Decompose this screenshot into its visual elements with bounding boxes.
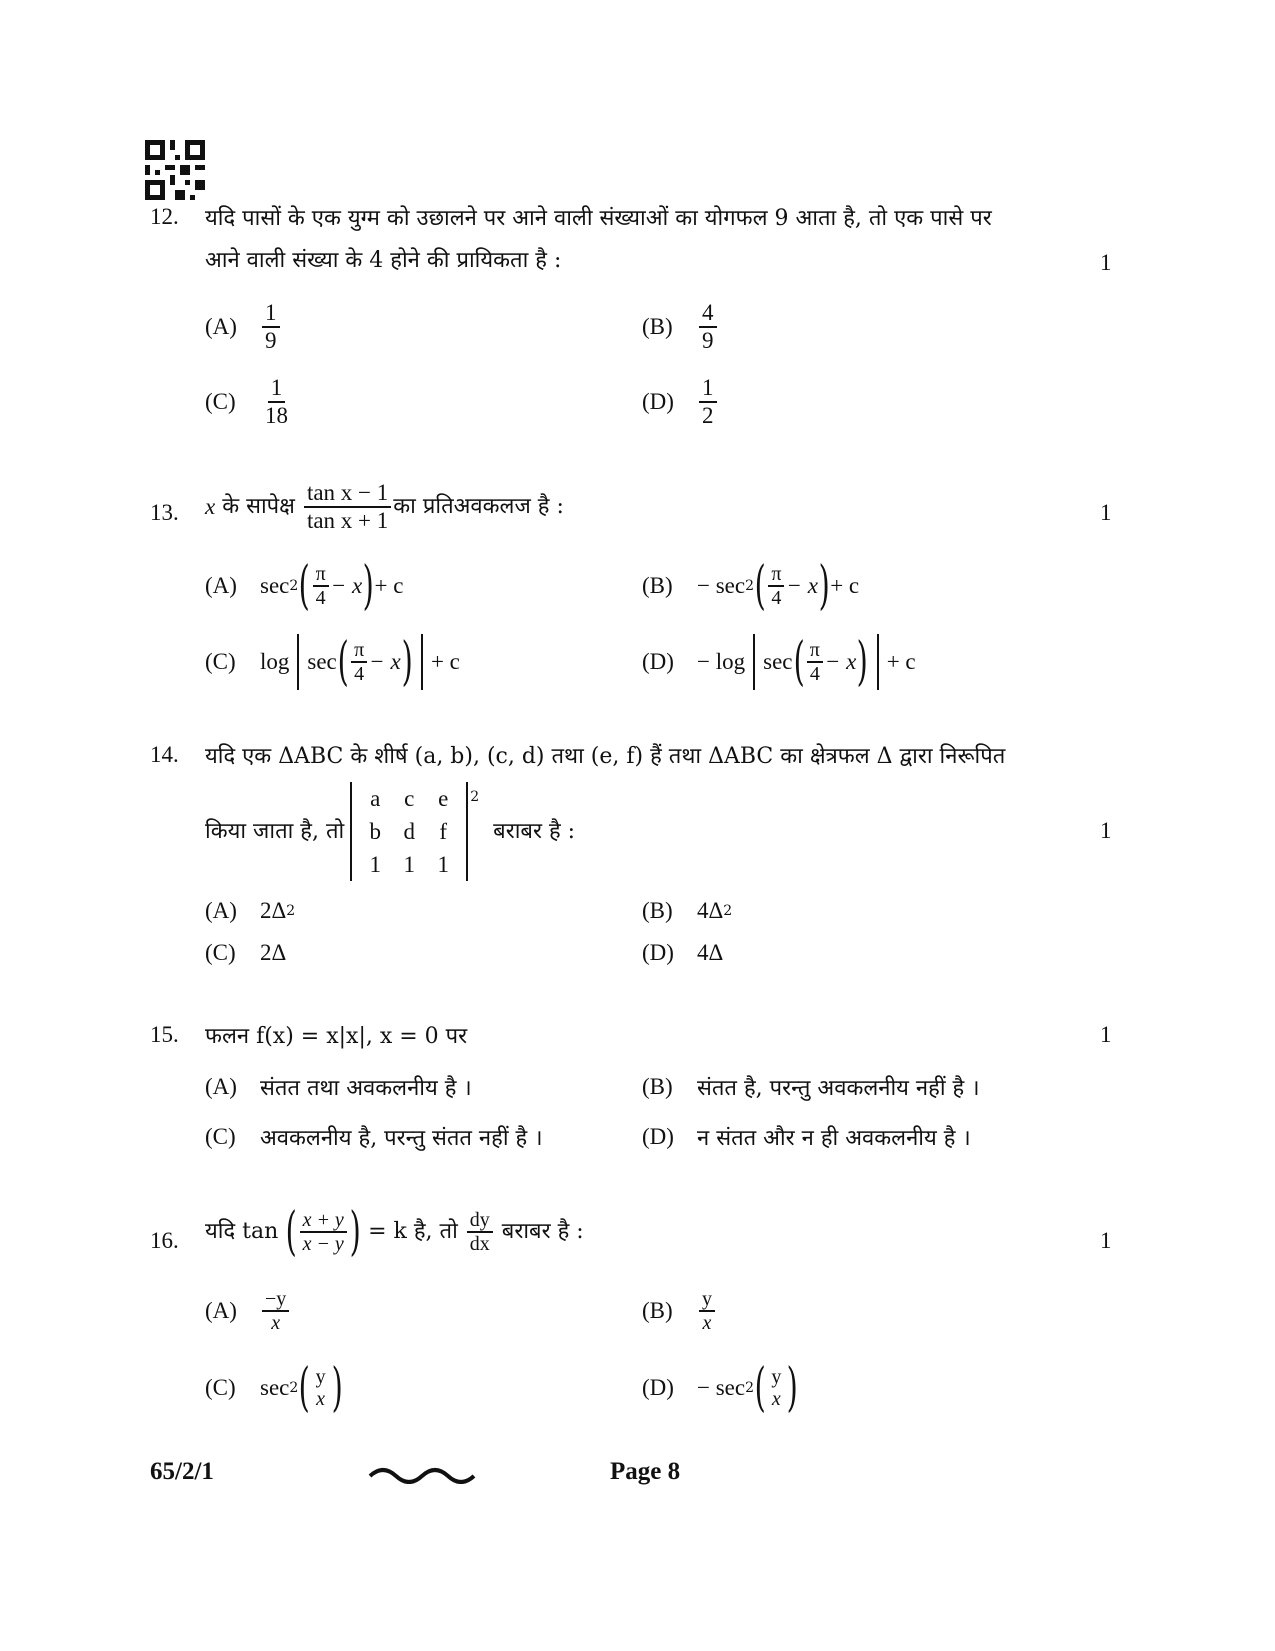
option-label: (B) [642, 1074, 673, 1099]
fraction: $\frac{\text{tan x − 1}}{\text{tan x + 1}}$ [304, 480, 391, 534]
option-a: (A) 2Δ 2 [205, 898, 296, 923]
question-text: आने वाली संख्या के 4 होने की प्रायिकता है : [205, 248, 562, 273]
fraction: $\frac{1}{18}$ [265, 375, 288, 428]
marks: 1 [1100, 500, 1112, 525]
marks: 1 [1100, 1022, 1112, 1047]
option-label: (A) [205, 573, 237, 598]
option-label: (C) [205, 1124, 236, 1149]
option-label: (A) [205, 1298, 237, 1323]
wave-ornament [368, 1462, 478, 1484]
question-number: 15. [150, 1022, 179, 1047]
option-label: (B) [642, 314, 673, 339]
marks: 1 [1100, 818, 1112, 843]
option-b: (B) 4Δ 2 [642, 898, 733, 923]
option-label: (B) [642, 573, 673, 598]
marks: 1 [1100, 250, 1112, 275]
page-number: Page 8 [610, 1458, 681, 1485]
option-a: (A) sec 2 ( $\frac{\pi}{4}$ − x ) + c [205, 556, 404, 616]
option-label: (D) [642, 1375, 674, 1400]
option-label: (C) [205, 1375, 236, 1400]
option-b: (B) संतत है, परन्तु अवकलनीय नहीं है । [642, 1074, 980, 1101]
question-text: x के सापेक्ष $\frac{\text{tan x − 1}}{\text{tan x + 1}}$ का प्रतिअवकलज है : [205, 480, 564, 533]
option-label: (D) [642, 389, 674, 414]
question-number: 12. [150, 204, 179, 229]
fraction: $\frac{4}{9}$ [699, 300, 717, 354]
determinant: a c e b d f 1 1 1 [350, 782, 468, 881]
option-d: (D) 4Δ [642, 940, 724, 965]
option-b: (B) − sec 2 ( $\frac{\pi}{4}$ − x ) + c [642, 556, 860, 616]
option-c: (C) sec 2 ( y x ) [205, 1358, 343, 1418]
qr-code [145, 140, 205, 200]
paper-code: 65/2/1 [150, 1458, 214, 1485]
option-c: (C) अवकलनीय है, परन्तु संतत नहीं है । [205, 1124, 543, 1151]
fraction: $\frac{1}{9}$ [262, 300, 280, 354]
option-d: (D) − sec 2 ( y x ) [642, 1358, 799, 1418]
question-text: किया जाता है, तो a c e b d f 1 1 1 $^2$ बराबर है : [205, 782, 575, 881]
option-a: (A) $\frac{-y}{x}$ [205, 1288, 291, 1334]
option-c: (C) 2Δ [205, 940, 287, 965]
question-text: फलन f(x) = x|x|, x = 0 पर [205, 1024, 468, 1049]
option-c [205, 375, 293, 429]
question-number: 14. [150, 742, 179, 767]
option-a: (A) संतत तथा अवकलनीय है । [205, 1074, 472, 1101]
option-label: (A) [205, 1074, 237, 1099]
option-label: (D) [642, 940, 674, 965]
option-label: (A) [205, 898, 237, 923]
option-c: (C) log sec ( $\frac{\pi}{4}$ − x ) + c [205, 632, 460, 692]
option-label: (C) [205, 649, 236, 674]
marks: 1 [1100, 1228, 1112, 1253]
option-label: (B) [642, 1298, 673, 1323]
question-number: 16. [150, 1228, 179, 1253]
option-b [642, 300, 719, 354]
option-label: (D) [642, 649, 674, 674]
option-b: (B) $\frac{y}{x}$ [642, 1288, 717, 1334]
option-label: (C) [205, 940, 236, 965]
question-number: 13. [150, 500, 179, 525]
option-label: (D) [642, 1124, 674, 1149]
option-label: (C) [205, 389, 236, 414]
question-text: यदि एक ΔABC के शीर्ष (a, b), (c, d) तथा (e, f) हैं तथा ΔABC का क्षेत्रफल Δ द्वारा निरूपित [205, 744, 1006, 769]
option-d [642, 375, 719, 429]
option-label: (B) [642, 898, 673, 923]
option-d: (D) न संतत और न ही अवकलनीय है । [642, 1124, 971, 1151]
option-a [205, 300, 282, 354]
option-d: (D) − log sec ( $\frac{\pi}{4}$ − x ) + c [642, 632, 916, 692]
question-text: यदि पासों के एक युग्म को उछालने पर आने वाली संख्याओं का योगफल 9 आता है, तो एक पासे पर [205, 206, 992, 231]
question-text: यदि tan ( $\frac{x + y}{x - y}$ ) = k है, तो $\frac{dy}{dx}$ बराबर है : [205, 1202, 584, 1262]
option-label: (A) [205, 314, 237, 339]
fraction: $\frac{1}{2}$ [699, 375, 717, 429]
